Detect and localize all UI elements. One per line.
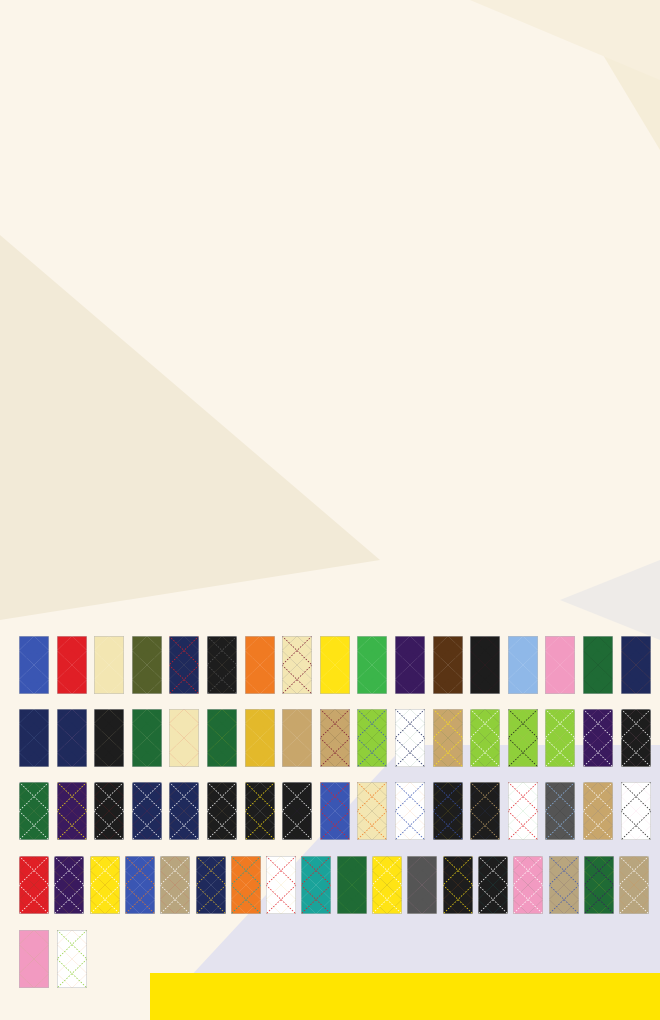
sock-swatch xyxy=(94,782,124,845)
sock-swatch xyxy=(169,636,199,699)
argyle-pattern-icon xyxy=(337,856,367,914)
argyle-pattern-icon xyxy=(583,782,613,840)
argyle-pattern-icon xyxy=(57,782,87,840)
argyle-pattern-icon xyxy=(470,709,500,767)
argyle-pattern-icon xyxy=(19,930,49,988)
argyle-pattern-icon xyxy=(372,856,402,914)
argyle-pattern-icon xyxy=(545,636,575,694)
sock-swatch xyxy=(282,636,312,699)
sock-swatch xyxy=(478,856,508,919)
argyle-pattern-icon xyxy=(470,782,500,840)
argyle-pattern-icon xyxy=(583,636,613,694)
sock-swatch xyxy=(169,782,199,845)
sock-swatch xyxy=(57,636,87,699)
argyle-pattern-icon xyxy=(320,782,350,840)
sock-swatch xyxy=(583,709,613,772)
sock-swatch xyxy=(621,709,651,772)
sock-swatch xyxy=(372,856,402,919)
sock-swatch xyxy=(470,709,500,772)
sock-swatch xyxy=(621,782,651,845)
argyle-pattern-icon xyxy=(619,856,649,914)
argyle-pattern-icon xyxy=(395,636,425,694)
argyle-pattern-icon xyxy=(207,636,237,694)
argyle-pattern-icon xyxy=(320,636,350,694)
sock-swatch xyxy=(395,782,425,845)
sock-swatch xyxy=(94,636,124,699)
argyle-pattern-icon xyxy=(169,709,199,767)
sock-swatch xyxy=(245,782,275,845)
argyle-pattern-icon xyxy=(470,636,500,694)
sock-swatch xyxy=(245,636,275,699)
argyle-pattern-icon xyxy=(433,782,463,840)
sock-swatch xyxy=(320,709,350,772)
sock-swatch xyxy=(508,636,538,699)
sock-swatch xyxy=(57,782,87,845)
sock-swatch xyxy=(57,930,87,993)
argyle-pattern-icon xyxy=(207,709,237,767)
sock-swatch xyxy=(508,782,538,845)
sock-swatch xyxy=(357,709,387,772)
sock-swatch xyxy=(282,709,312,772)
sock-swatch xyxy=(584,856,614,919)
sock-swatch xyxy=(207,709,237,772)
argyle-pattern-icon xyxy=(508,782,538,840)
sock-swatch xyxy=(545,782,575,845)
sock-swatch xyxy=(245,709,275,772)
argyle-pattern-icon xyxy=(621,636,651,694)
argyle-pattern-icon xyxy=(584,856,614,914)
sock-swatch xyxy=(19,782,49,845)
argyle-pattern-icon xyxy=(443,856,473,914)
argyle-pattern-icon xyxy=(160,856,190,914)
sock-swatch xyxy=(90,856,120,919)
sock-swatch xyxy=(433,709,463,772)
argyle-pattern-icon xyxy=(357,636,387,694)
sock-swatch xyxy=(549,856,579,919)
argyle-pattern-icon xyxy=(125,856,155,914)
sock-swatch xyxy=(19,636,49,699)
sock-swatch xyxy=(132,709,162,772)
sock-swatch xyxy=(545,709,575,772)
sock-swatch xyxy=(619,856,649,919)
argyle-pattern-icon xyxy=(549,856,579,914)
footer-bar xyxy=(150,973,660,1020)
sock-swatch xyxy=(169,709,199,772)
argyle-pattern-icon xyxy=(545,709,575,767)
sock-swatch xyxy=(433,636,463,699)
argyle-pattern-icon xyxy=(621,782,651,840)
argyle-pattern-icon xyxy=(207,782,237,840)
argyle-pattern-icon xyxy=(433,636,463,694)
sock-swatch xyxy=(160,856,190,919)
sock-swatch xyxy=(433,782,463,845)
argyle-pattern-icon xyxy=(19,636,49,694)
sock-swatch xyxy=(207,782,237,845)
argyle-pattern-icon xyxy=(132,782,162,840)
argyle-pattern-icon xyxy=(245,709,275,767)
argyle-pattern-icon xyxy=(320,709,350,767)
argyle-pattern-icon xyxy=(282,782,312,840)
argyle-pattern-icon xyxy=(94,636,124,694)
sock-swatch xyxy=(301,856,331,919)
argyle-pattern-icon xyxy=(301,856,331,914)
argyle-pattern-icon xyxy=(508,636,538,694)
argyle-pattern-icon xyxy=(19,709,49,767)
sock-swatch xyxy=(125,856,155,919)
argyle-pattern-icon xyxy=(508,709,538,767)
sock-swatch xyxy=(621,636,651,699)
sock-swatch xyxy=(19,930,49,993)
sock-swatch xyxy=(443,856,473,919)
argyle-pattern-icon xyxy=(407,856,437,914)
sock-swatch xyxy=(196,856,226,919)
argyle-pattern-icon xyxy=(583,709,613,767)
sock-swatch xyxy=(57,709,87,772)
argyle-pattern-icon xyxy=(357,782,387,840)
sock-swatch xyxy=(132,782,162,845)
argyle-pattern-icon xyxy=(357,709,387,767)
sock-swatch xyxy=(337,856,367,919)
sock-swatch xyxy=(545,636,575,699)
sock-swatch xyxy=(320,782,350,845)
sock-swatch xyxy=(583,636,613,699)
sock-swatch xyxy=(19,856,49,919)
sock-swatch xyxy=(54,856,84,919)
argyle-pattern-icon xyxy=(282,636,312,694)
argyle-pattern-icon xyxy=(478,856,508,914)
argyle-pattern-icon xyxy=(196,856,226,914)
argyle-pattern-icon xyxy=(169,636,199,694)
argyle-pattern-icon xyxy=(169,782,199,840)
argyle-pattern-icon xyxy=(245,636,275,694)
argyle-pattern-icon xyxy=(231,856,261,914)
argyle-pattern-icon xyxy=(57,636,87,694)
argyle-pattern-icon xyxy=(54,856,84,914)
sock-swatch xyxy=(94,709,124,772)
sock-swatch xyxy=(395,709,425,772)
argyle-pattern-icon xyxy=(90,856,120,914)
argyle-pattern-icon xyxy=(282,709,312,767)
sock-swatch xyxy=(395,636,425,699)
argyle-pattern-icon xyxy=(395,709,425,767)
argyle-pattern-icon xyxy=(132,709,162,767)
sock-swatch xyxy=(19,709,49,772)
sock-swatch xyxy=(470,782,500,845)
argyle-pattern-icon xyxy=(94,782,124,840)
argyle-pattern-icon xyxy=(94,709,124,767)
sock-swatch xyxy=(266,856,296,919)
argyle-pattern-icon xyxy=(266,856,296,914)
argyle-pattern-icon xyxy=(19,782,49,840)
argyle-pattern-icon xyxy=(545,782,575,840)
sock-swatch xyxy=(470,636,500,699)
sock-swatch xyxy=(231,856,261,919)
argyle-pattern-icon xyxy=(395,782,425,840)
sock-swatch xyxy=(357,636,387,699)
argyle-pattern-icon xyxy=(513,856,543,914)
argyle-pattern-icon xyxy=(132,636,162,694)
sock-swatch xyxy=(508,709,538,772)
argyle-pattern-icon xyxy=(19,856,49,914)
sock-swatch xyxy=(583,782,613,845)
sock-swatch xyxy=(282,782,312,845)
sock-swatch xyxy=(513,856,543,919)
argyle-pattern-icon xyxy=(433,709,463,767)
sock-swatch xyxy=(407,856,437,919)
argyle-pattern-icon xyxy=(57,709,87,767)
argyle-pattern-icon xyxy=(621,709,651,767)
argyle-pattern-icon xyxy=(245,782,275,840)
sock-swatch xyxy=(207,636,237,699)
sock-swatch xyxy=(320,636,350,699)
sock-swatch xyxy=(132,636,162,699)
argyle-pattern-icon xyxy=(57,930,87,988)
sock-swatch xyxy=(357,782,387,845)
